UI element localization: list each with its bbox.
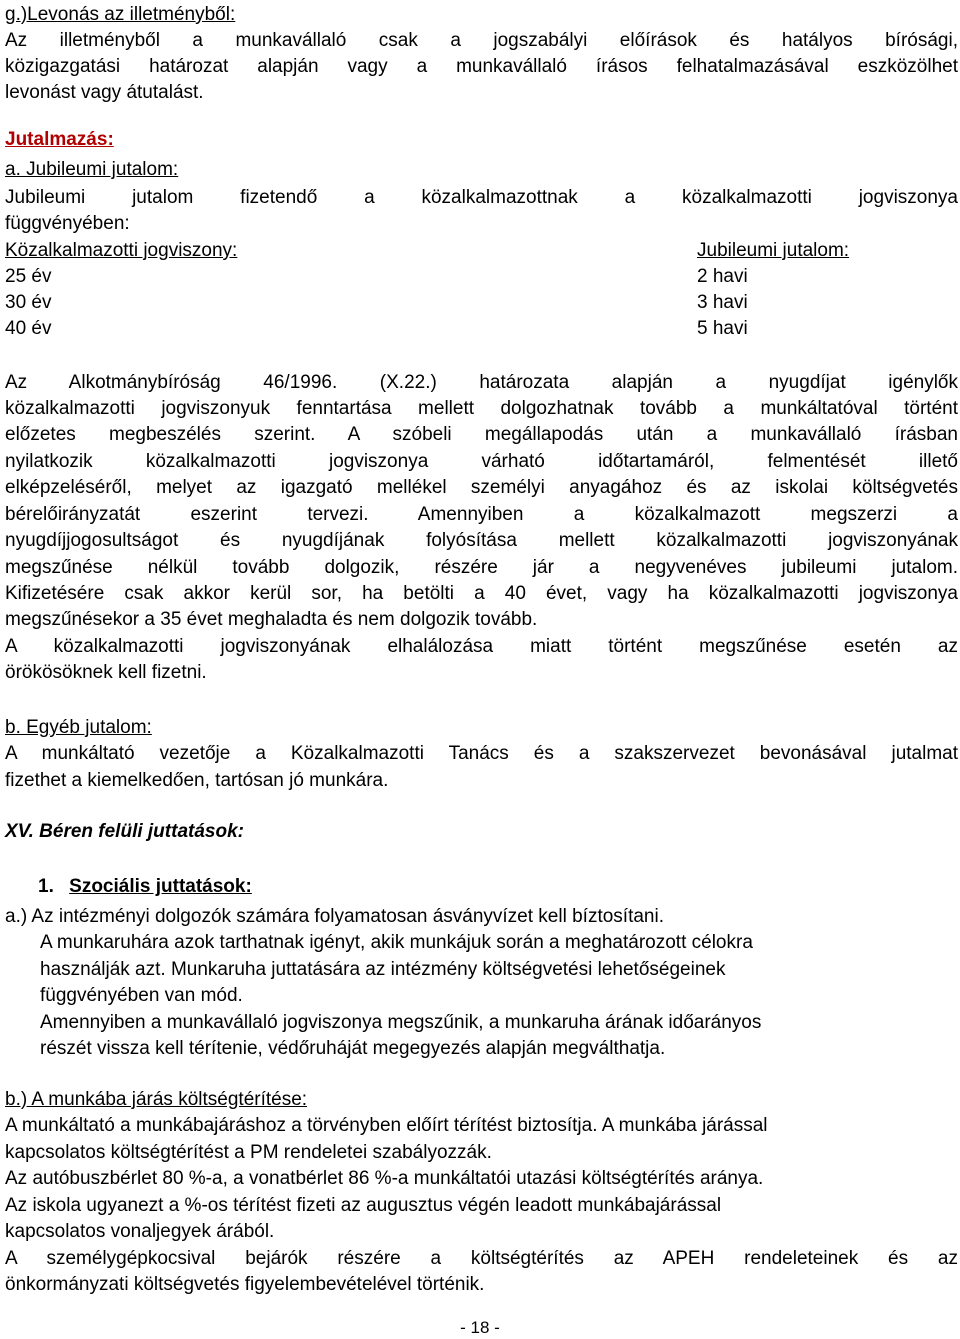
table-row [5,264,958,290]
text-line: A személygépkocsival bejárók részére a költségtérítés az APEH rendeleteinek és az [5,1248,958,1269]
text-line: a.) Az intézményi dolgozók számára folyamatosan ásványvízet kell bíztosítani. [5,906,664,927]
text-line: megszűnésekor a 35 évet meghaladta és nem dolgozik tovább. [5,609,538,630]
col2-header: Jubileumi jutalom: [697,240,850,261]
text-line: A közalkalmazotti jogviszonyának elhalálozása miatt történt megszűnése esetén az [5,636,958,657]
table-row [5,290,958,316]
table-row [5,316,958,342]
section-xv-heading: XV. Béren felüli juttatások: [5,821,244,842]
text-line: nyugdíjjogosultságot és nyugdíjának folyósítása mellett közalkalmazotti jogviszonyának [5,530,958,551]
text-line: függvényében: [5,213,130,234]
page-number: - 18 - [460,1318,500,1337]
text-line: Az illetményből a munkavállaló csak a jogszabályi előírások és hatályos bírósági, [5,30,958,51]
text-line: örökösöknek kell fizetni. [5,662,207,683]
years-cell: 25 év [5,266,52,287]
years-cell: 40 év [5,318,52,339]
text-line: függvényében van mód. [40,985,243,1006]
text-line: levonást vagy átutalást. [5,82,204,103]
text-line: megszűnése nélkül tovább dolgozik, részére jár a negyvenéves jubileumi jutalom. [5,557,958,578]
text-line: önkormányzati költségvetés figyelembevételével történik. [5,1274,485,1295]
years-cell: 30 év [5,292,52,313]
text-line: használják azt. Munkaruha juttatására az intézmény költségvetési lehetőségeinek [40,959,726,980]
text-line: kapcsolatos költségtérítést a PM rendeletei szabályozzák. [5,1142,492,1163]
text-line: Jubileumi jutalom fizetendő a közalkalmazottnak a közalkalmazotti jogviszonya [5,187,958,208]
text-line: Az iskola ugyanezt a %-os térítést fizeti az augusztus végén leadott munkábajárással [5,1195,722,1216]
text-line: elképzeléséről, melyet az igazgató mellékel személyi anyagához és az iskolai költségvetés [5,477,958,498]
munkaba-jaras-heading: b.) A munkába járás költségtérítése: [5,1089,308,1110]
text-line: A munkáltató a munkábajáráshoz a törvényben előírt térítést biztosítja. A munkába járással [5,1115,768,1136]
jubileumi-subheading: a. Jubileumi jutalom: [5,159,179,180]
text-line: közigazgatási határozat alapján vagy a munkavállaló írásos felhatalmazásával eszközölhet [5,56,958,77]
col1-header: Közalkalmazotti jogviszony: [5,240,238,261]
text-line: közalkalmazotti jogviszonyuk fenntartása mellett dolgozhatnak tovább a munkáltatóval történt [5,398,958,419]
szocialis-heading [38,874,960,900]
text-line: kapcsolatos vonaljegyek árából. [5,1221,275,1242]
text-line: bérelőirányzatát eszerint tervezi. Amennyiben a közalkalmazott megszerzi a [5,504,958,525]
sub1-title: Szociális juttatások: [69,876,252,897]
text-line: Kifizetésére csak akkor kerül sor, ha betölti a 40 évet, vagy ha közalkalmazotti jogviszonya [5,583,958,604]
text-line: A munkaruhára azok tarthatnak igényt, akik munkájuk során a meghatározott célokra [40,932,753,953]
egyeb-jutalom-subheading: b. Egyéb jutalom: [5,717,152,738]
section-g-heading: g.)Levonás az illetményből: [5,4,236,25]
jutalmazas-heading: Jutalmazás: [5,129,114,150]
jubilee-table-header [5,238,958,264]
text-line: Az autóbuszbérlet 80 %-a, a vonatbérlet 86 %-a munkáltatói utazási költségtérítés aránya. [5,1168,764,1189]
sub1-number: 1. [38,876,54,897]
text-line: fizethet a kiemelkedően, tartósan jó munkára. [5,770,389,791]
text-line: nyilatkozik közalkalmazotti jogviszonya várható időtartamáról, felmentését illető [5,451,958,472]
text-line: A munkáltató vezetője a Közalkalmazotti Tanács és a szakszervezet bevonásával jutalmat [5,743,958,764]
text-line: Amennyiben a munkavállaló jogviszonya megszűnik, a munkaruha árának időarányos [40,1012,762,1033]
reward-cell: 5 havi [697,318,748,339]
text-line: Az Alkotmánybíróság 46/1996. (X.22.) határozata alapján a nyugdíjat igénylők [5,372,958,393]
text-line: előzetes megbeszélés szerint. A szóbeli megállapodás után a munkavállaló írásban [5,424,958,445]
reward-cell: 3 havi [697,292,748,313]
text-line: részét vissza kell térítenie, védőruháját megegyezés alapján megválthatja. [40,1038,666,1059]
reward-cell: 2 havi [697,266,748,287]
